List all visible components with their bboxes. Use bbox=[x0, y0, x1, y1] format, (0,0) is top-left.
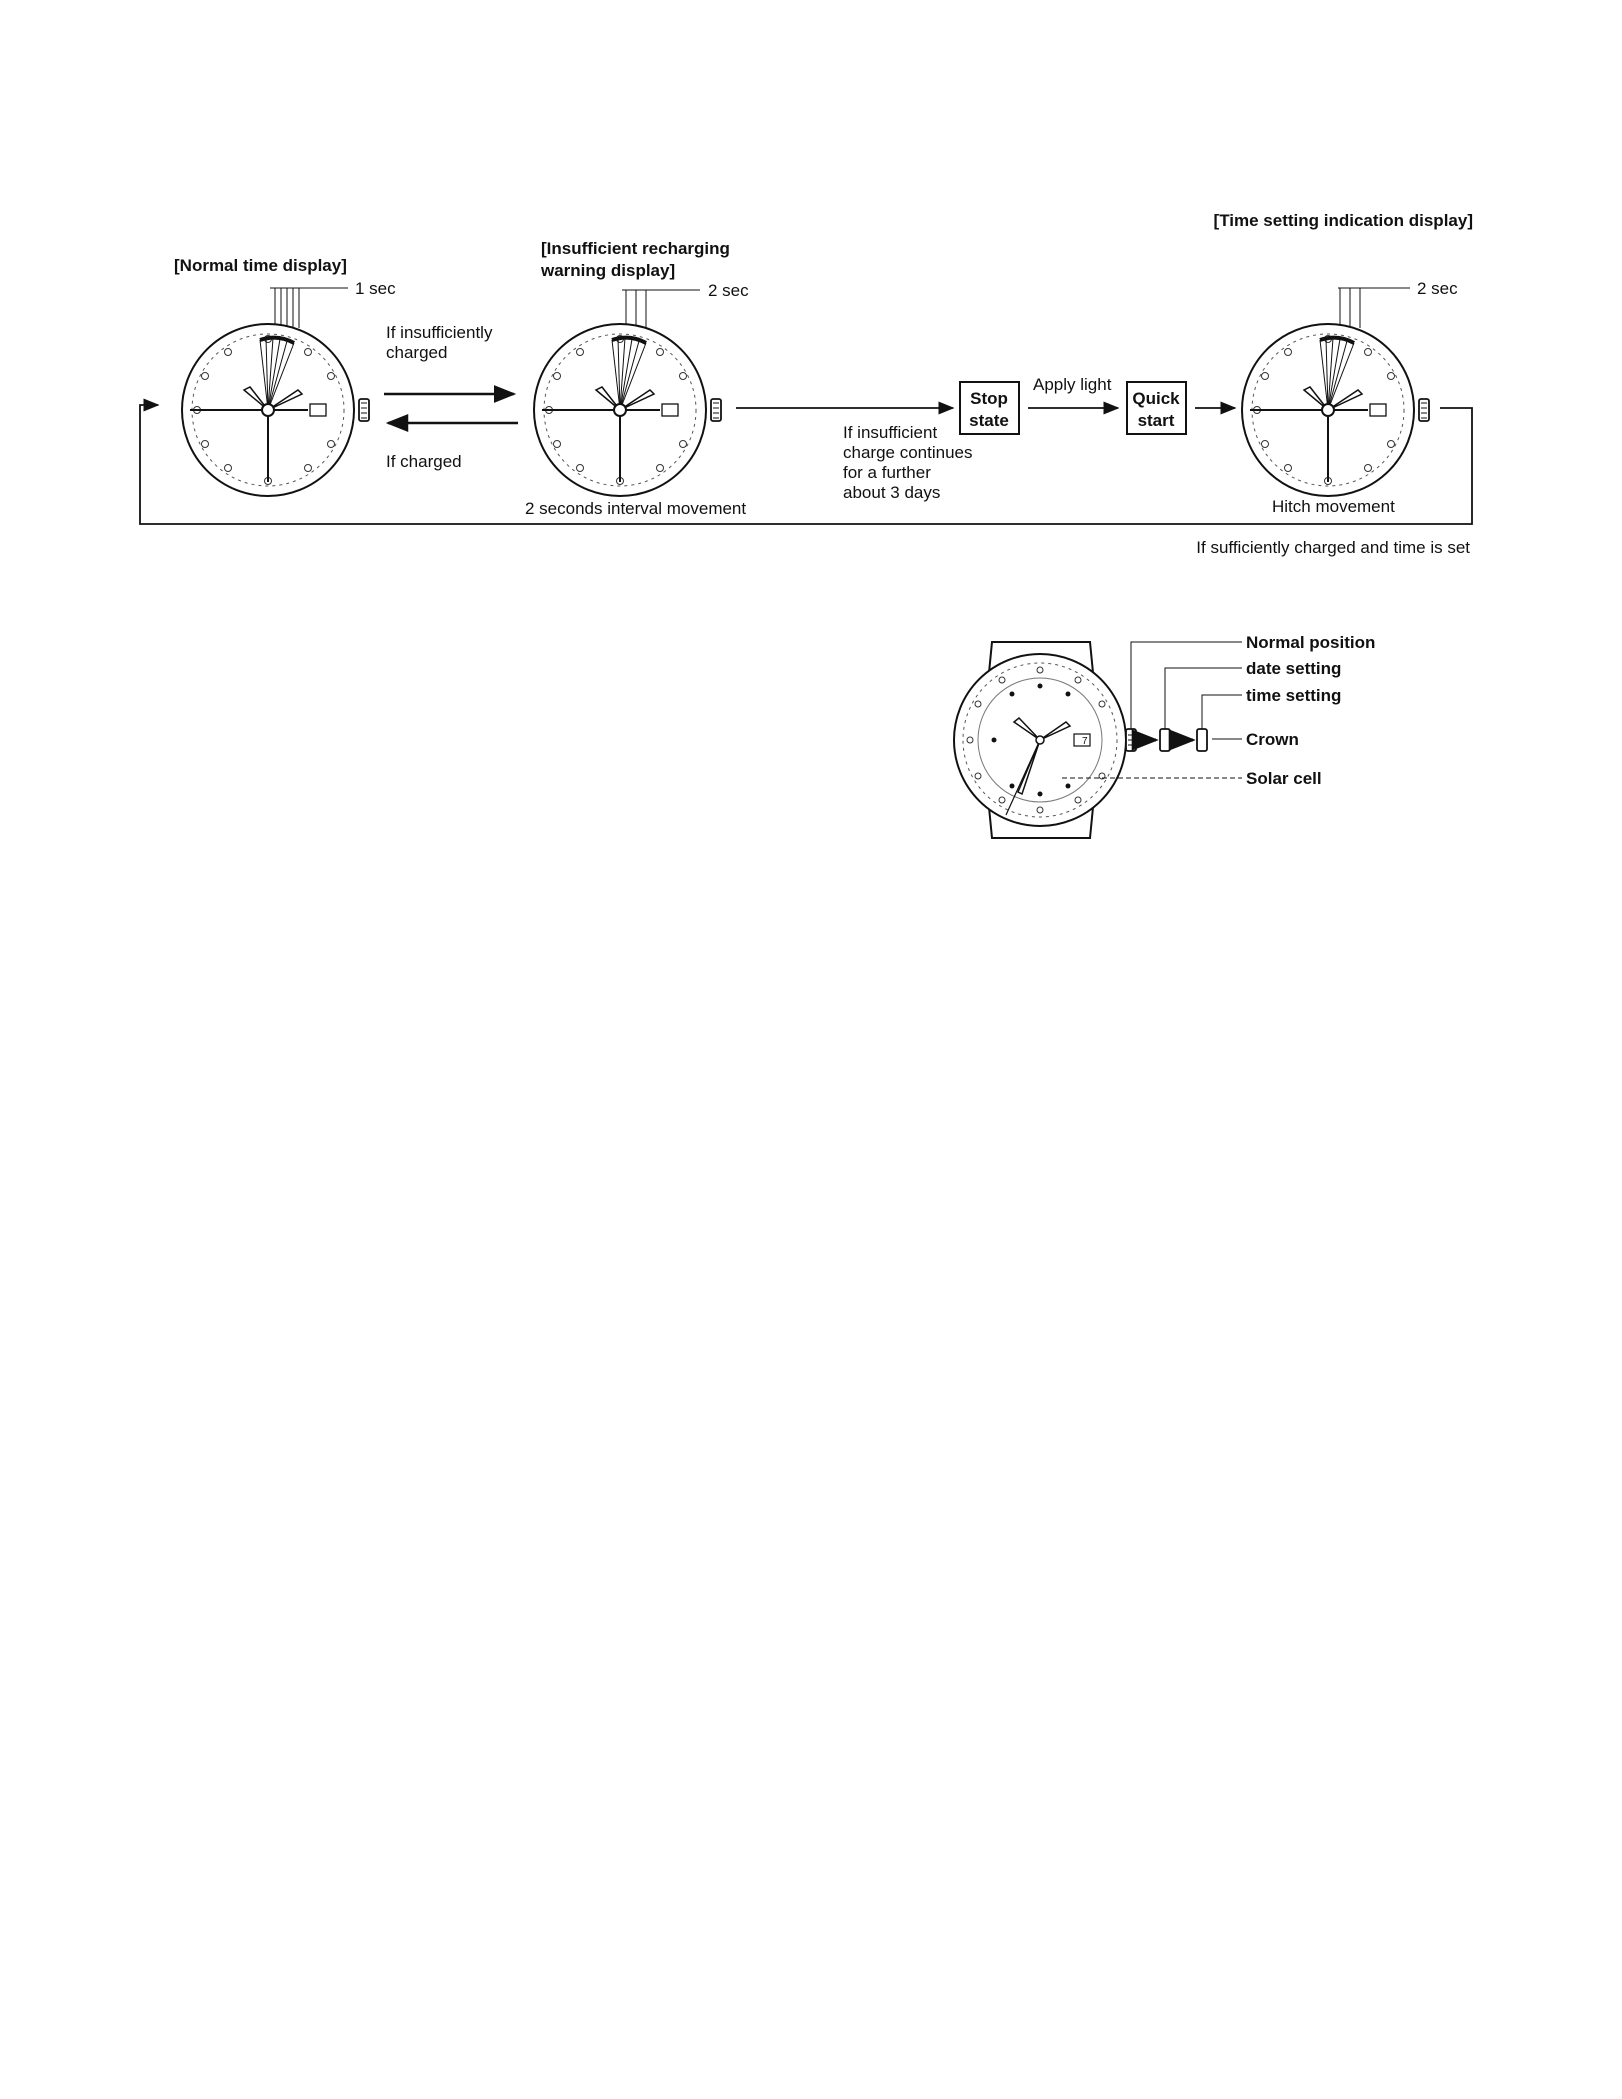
crown-time-setting-position bbox=[1197, 729, 1207, 751]
crown-date-setting-position bbox=[1160, 729, 1170, 751]
normal-watch-icon bbox=[182, 324, 369, 496]
normal-position-leader bbox=[1131, 642, 1242, 729]
continue-label-1: If insufficient bbox=[843, 423, 938, 442]
insufficient-charge-label-2: charged bbox=[386, 343, 448, 362]
time-setting-label: time setting bbox=[1246, 686, 1342, 705]
warning-interval-callout bbox=[622, 290, 700, 330]
normal-display-title: [Normal time display] bbox=[174, 256, 347, 275]
crown-watch-icon bbox=[954, 642, 1136, 838]
continue-label-2: charge continues bbox=[843, 443, 973, 462]
time-setting-interval-label: 2 sec bbox=[1417, 279, 1458, 298]
continue-label-3: for a further bbox=[843, 463, 931, 482]
warning-caption: 2 seconds interval movement bbox=[525, 499, 747, 518]
insufficient-charge-label-1: If insufficiently bbox=[386, 323, 493, 342]
warning-interval-label: 2 sec bbox=[708, 281, 749, 300]
warning-display-title-2: warning display] bbox=[541, 261, 676, 280]
quick-start-label-2: start bbox=[1137, 411, 1175, 430]
quick-start-label-1: Quick bbox=[1132, 389, 1180, 408]
date-setting-leader bbox=[1165, 668, 1242, 729]
normal-interval-label: 1 sec bbox=[355, 279, 396, 298]
crown-label: Crown bbox=[1246, 730, 1299, 749]
time-setting-watch-icon bbox=[1242, 324, 1429, 496]
solar-cell-label: Solar cell bbox=[1246, 769, 1322, 788]
normal-interval-callout bbox=[270, 288, 348, 328]
stop-state-label-1: Stop bbox=[970, 389, 1008, 408]
apply-light-label: Apply light bbox=[1033, 375, 1112, 394]
stop-state-label-2: state bbox=[969, 411, 1009, 430]
time-setting-leader bbox=[1202, 695, 1242, 729]
time-setting-display-title: [Time setting indication display] bbox=[1213, 211, 1473, 230]
charged-label: If charged bbox=[386, 452, 462, 471]
time-setting-interval-callout bbox=[1338, 288, 1410, 328]
continue-label-4: about 3 days bbox=[843, 483, 941, 502]
return-label: If sufficiently charged and time is set bbox=[1196, 538, 1470, 557]
date-window-value: 7 bbox=[1082, 736, 1088, 747]
warning-watch-icon bbox=[534, 324, 721, 496]
date-setting-label: date setting bbox=[1246, 659, 1342, 678]
time-setting-caption: Hitch movement bbox=[1272, 497, 1395, 516]
normal-position-label: Normal position bbox=[1246, 633, 1376, 652]
warning-display-title-1: [Insufficient recharging bbox=[541, 239, 730, 258]
